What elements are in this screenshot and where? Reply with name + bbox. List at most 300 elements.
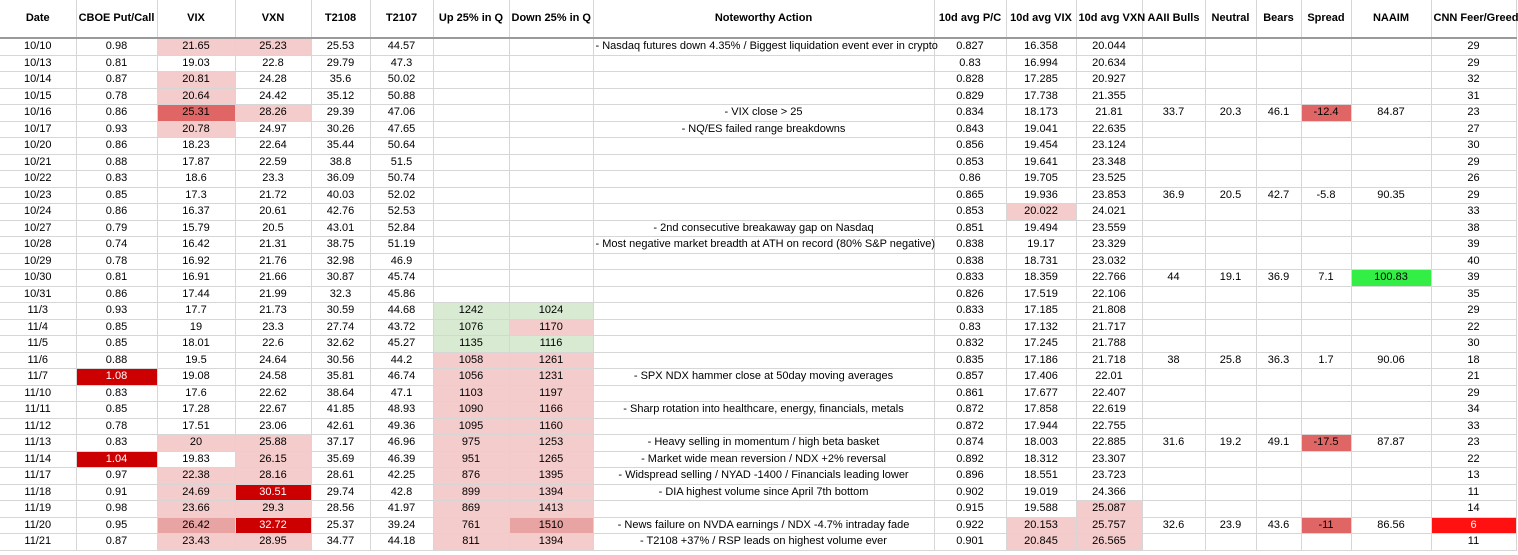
cell-10d-avg-pc[interactable]: 0.833 (934, 270, 1006, 287)
cell-spread[interactable] (1301, 336, 1351, 353)
cell-vix[interactable]: 16.92 (157, 253, 235, 270)
cell-bears[interactable] (1256, 121, 1301, 138)
cell-neutral[interactable] (1205, 55, 1256, 72)
cell-date[interactable]: 11/5 (0, 336, 76, 353)
cell-bears[interactable] (1256, 336, 1301, 353)
cell-up-25-in-q[interactable]: 761 (433, 517, 509, 534)
cell-vix[interactable]: 19.5 (157, 352, 235, 369)
cell-aaii-bulls[interactable] (1142, 220, 1205, 237)
cell-bears[interactable] (1256, 501, 1301, 518)
cell-spread[interactable] (1301, 138, 1351, 155)
cell-10d-avg-pc[interactable]: 0.896 (934, 468, 1006, 485)
cell-aaii-bulls[interactable] (1142, 369, 1205, 386)
cell-neutral[interactable]: 20.5 (1205, 187, 1256, 204)
cell-10d-avg-vxn[interactable]: 23.348 (1076, 154, 1142, 171)
cell-down-25-in-q[interactable] (509, 220, 593, 237)
cell-10d-avg-vxn[interactable]: 22.766 (1076, 270, 1142, 287)
cell-10d-avg-vix[interactable]: 20.845 (1006, 534, 1076, 551)
cell-up-25-in-q[interactable] (433, 171, 509, 188)
cell-naaim[interactable]: 100.83 (1351, 270, 1431, 287)
cell-neutral[interactable] (1205, 336, 1256, 353)
cell-neutral[interactable] (1205, 468, 1256, 485)
cell-spread[interactable] (1301, 468, 1351, 485)
cell-10d-avg-pc[interactable]: 0.83 (934, 319, 1006, 336)
cell-vxn[interactable]: 20.61 (235, 204, 311, 221)
cell-10d-avg-vxn[interactable]: 21.808 (1076, 303, 1142, 320)
cell-10d-avg-vix[interactable]: 19.454 (1006, 138, 1076, 155)
cell-naaim[interactable] (1351, 171, 1431, 188)
cell-down-25-in-q[interactable]: 1394 (509, 534, 593, 551)
cell-10d-avg-pc[interactable]: 0.861 (934, 385, 1006, 402)
cell-cboe-put-call[interactable]: 0.74 (76, 237, 157, 254)
cell-spread[interactable]: -5.8 (1301, 187, 1351, 204)
cell-naaim[interactable] (1351, 385, 1431, 402)
cell-10d-avg-vxn[interactable]: 23.124 (1076, 138, 1142, 155)
header-10d-avg-pc[interactable]: 10d avg P/C (934, 0, 1006, 38)
cell-down-25-in-q[interactable] (509, 38, 593, 55)
cell-vix[interactable]: 16.37 (157, 204, 235, 221)
cell-aaii-bulls[interactable] (1142, 451, 1205, 468)
cell-cboe-put-call[interactable]: 0.87 (76, 534, 157, 551)
cell-t2107[interactable]: 42.8 (370, 484, 433, 501)
cell-vix[interactable]: 23.43 (157, 534, 235, 551)
cell-cnn-fear-greed[interactable]: 29 (1431, 303, 1516, 320)
cell-aaii-bulls[interactable] (1142, 534, 1205, 551)
cell-t2108[interactable]: 28.61 (311, 468, 370, 485)
cell-spread[interactable] (1301, 385, 1351, 402)
cell-down-25-in-q[interactable]: 1116 (509, 336, 593, 353)
cell-cnn-fear-greed[interactable]: 31 (1431, 88, 1516, 105)
cell-cnn-fear-greed[interactable]: 18 (1431, 352, 1516, 369)
cell-naaim[interactable] (1351, 303, 1431, 320)
cell-cnn-fear-greed[interactable]: 29 (1431, 187, 1516, 204)
cell-vix[interactable]: 25.31 (157, 105, 235, 122)
cell-down-25-in-q[interactable] (509, 72, 593, 89)
cell-t2108[interactable]: 29.39 (311, 105, 370, 122)
cell-up-25-in-q[interactable] (433, 253, 509, 270)
cell-cnn-fear-greed[interactable]: 23 (1431, 435, 1516, 452)
cell-neutral[interactable]: 19.1 (1205, 270, 1256, 287)
cell-vix[interactable]: 20.64 (157, 88, 235, 105)
cell-cboe-put-call[interactable]: 0.87 (76, 72, 157, 89)
cell-aaii-bulls[interactable] (1142, 484, 1205, 501)
cell-10d-avg-pc[interactable]: 0.922 (934, 517, 1006, 534)
cell-10d-avg-vix[interactable]: 20.022 (1006, 204, 1076, 221)
cell-t2108[interactable]: 25.37 (311, 517, 370, 534)
cell-10d-avg-pc[interactable]: 0.838 (934, 237, 1006, 254)
cell-down-25-in-q[interactable]: 1197 (509, 385, 593, 402)
cell-vix[interactable]: 22.38 (157, 468, 235, 485)
cell-bears[interactable] (1256, 534, 1301, 551)
cell-vix[interactable]: 20.81 (157, 72, 235, 89)
cell-t2107[interactable]: 50.02 (370, 72, 433, 89)
cell-vxn[interactable]: 29.3 (235, 501, 311, 518)
cell-noteworthy-action[interactable] (593, 501, 934, 518)
cell-cnn-fear-greed[interactable]: 30 (1431, 138, 1516, 155)
cell-naaim[interactable] (1351, 468, 1431, 485)
cell-date[interactable]: 10/15 (0, 88, 76, 105)
cell-10d-avg-pc[interactable]: 0.853 (934, 204, 1006, 221)
cell-cnn-fear-greed[interactable]: 11 (1431, 534, 1516, 551)
cell-cnn-fear-greed[interactable]: 35 (1431, 286, 1516, 303)
cell-vix[interactable]: 19.08 (157, 369, 235, 386)
cell-bears[interactable] (1256, 88, 1301, 105)
cell-t2107[interactable]: 51.19 (370, 237, 433, 254)
cell-aaii-bulls[interactable] (1142, 237, 1205, 254)
cell-aaii-bulls[interactable]: 31.6 (1142, 435, 1205, 452)
cell-neutral[interactable] (1205, 138, 1256, 155)
cell-10d-avg-vix[interactable]: 19.705 (1006, 171, 1076, 188)
cell-10d-avg-vix[interactable]: 17.186 (1006, 352, 1076, 369)
cell-t2107[interactable]: 44.2 (370, 352, 433, 369)
cell-bears[interactable]: 43.6 (1256, 517, 1301, 534)
cell-vxn[interactable]: 21.72 (235, 187, 311, 204)
cell-t2108[interactable]: 35.69 (311, 451, 370, 468)
cell-vxn[interactable]: 22.67 (235, 402, 311, 419)
cell-10d-avg-pc[interactable]: 0.856 (934, 138, 1006, 155)
cell-cboe-put-call[interactable]: 0.81 (76, 270, 157, 287)
cell-neutral[interactable] (1205, 303, 1256, 320)
header-naaim[interactable]: NAAIM (1351, 0, 1431, 38)
cell-spread[interactable] (1301, 171, 1351, 188)
cell-noteworthy-action[interactable] (593, 303, 934, 320)
cell-cboe-put-call[interactable]: 0.78 (76, 253, 157, 270)
cell-down-25-in-q[interactable]: 1395 (509, 468, 593, 485)
cell-naaim[interactable] (1351, 72, 1431, 89)
cell-spread[interactable]: 7.1 (1301, 270, 1351, 287)
cell-spread[interactable] (1301, 484, 1351, 501)
cell-t2108[interactable]: 28.56 (311, 501, 370, 518)
cell-noteworthy-action[interactable] (593, 138, 934, 155)
cell-neutral[interactable] (1205, 501, 1256, 518)
cell-down-25-in-q[interactable]: 1166 (509, 402, 593, 419)
cell-down-25-in-q[interactable] (509, 55, 593, 72)
cell-date[interactable]: 10/21 (0, 154, 76, 171)
cell-down-25-in-q[interactable]: 1261 (509, 352, 593, 369)
cell-10d-avg-vix[interactable]: 17.285 (1006, 72, 1076, 89)
cell-date[interactable]: 11/18 (0, 484, 76, 501)
cell-cboe-put-call[interactable]: 1.08 (76, 369, 157, 386)
cell-up-25-in-q[interactable]: 1103 (433, 385, 509, 402)
cell-down-25-in-q[interactable] (509, 286, 593, 303)
cell-neutral[interactable] (1205, 88, 1256, 105)
cell-vxn[interactable]: 21.31 (235, 237, 311, 254)
cell-vxn[interactable]: 24.64 (235, 352, 311, 369)
cell-t2107[interactable]: 49.36 (370, 418, 433, 435)
cell-vxn[interactable]: 20.5 (235, 220, 311, 237)
cell-date[interactable]: 11/19 (0, 501, 76, 518)
cell-aaii-bulls[interactable] (1142, 204, 1205, 221)
cell-noteworthy-action[interactable] (593, 385, 934, 402)
cell-cboe-put-call[interactable]: 0.78 (76, 88, 157, 105)
cell-neutral[interactable] (1205, 253, 1256, 270)
cell-neutral[interactable] (1205, 220, 1256, 237)
cell-10d-avg-pc[interactable]: 0.833 (934, 303, 1006, 320)
cell-cboe-put-call[interactable]: 1.04 (76, 451, 157, 468)
cell-t2108[interactable]: 38.8 (311, 154, 370, 171)
cell-bears[interactable] (1256, 72, 1301, 89)
cell-cboe-put-call[interactable]: 0.85 (76, 187, 157, 204)
cell-cboe-put-call[interactable]: 0.86 (76, 138, 157, 155)
cell-t2108[interactable]: 29.74 (311, 484, 370, 501)
cell-date[interactable]: 10/29 (0, 253, 76, 270)
cell-vxn[interactable]: 32.72 (235, 517, 311, 534)
cell-neutral[interactable]: 20.3 (1205, 105, 1256, 122)
cell-up-25-in-q[interactable] (433, 187, 509, 204)
cell-up-25-in-q[interactable]: 951 (433, 451, 509, 468)
cell-down-25-in-q[interactable] (509, 154, 593, 171)
cell-naaim[interactable] (1351, 220, 1431, 237)
cell-10d-avg-vix[interactable]: 18.731 (1006, 253, 1076, 270)
cell-bears[interactable] (1256, 484, 1301, 501)
cell-vix[interactable]: 18.6 (157, 171, 235, 188)
cell-cboe-put-call[interactable]: 0.95 (76, 517, 157, 534)
cell-10d-avg-vxn[interactable]: 21.718 (1076, 352, 1142, 369)
cell-up-25-in-q[interactable] (433, 220, 509, 237)
cell-cboe-put-call[interactable]: 0.97 (76, 468, 157, 485)
cell-t2107[interactable]: 46.74 (370, 369, 433, 386)
cell-noteworthy-action[interactable] (593, 204, 934, 221)
cell-neutral[interactable]: 23.9 (1205, 517, 1256, 534)
cell-t2107[interactable]: 52.02 (370, 187, 433, 204)
cell-neutral[interactable] (1205, 369, 1256, 386)
cell-neutral[interactable] (1205, 484, 1256, 501)
cell-t2108[interactable]: 30.59 (311, 303, 370, 320)
cell-up-25-in-q[interactable] (433, 72, 509, 89)
cell-up-25-in-q[interactable]: 811 (433, 534, 509, 551)
cell-naaim[interactable] (1351, 286, 1431, 303)
cell-10d-avg-vxn[interactable]: 23.853 (1076, 187, 1142, 204)
cell-date[interactable]: 11/20 (0, 517, 76, 534)
cell-vix[interactable]: 18.23 (157, 138, 235, 155)
cell-vix[interactable]: 19 (157, 319, 235, 336)
cell-t2108[interactable]: 25.53 (311, 38, 370, 55)
cell-t2108[interactable]: 30.87 (311, 270, 370, 287)
cell-cboe-put-call[interactable]: 0.91 (76, 484, 157, 501)
cell-aaii-bulls[interactable] (1142, 336, 1205, 353)
cell-vix[interactable]: 17.51 (157, 418, 235, 435)
cell-10d-avg-vix[interactable]: 19.041 (1006, 121, 1076, 138)
cell-cboe-put-call[interactable]: 0.88 (76, 352, 157, 369)
cell-up-25-in-q[interactable]: 876 (433, 468, 509, 485)
cell-aaii-bulls[interactable] (1142, 253, 1205, 270)
cell-10d-avg-vxn[interactable]: 22.635 (1076, 121, 1142, 138)
cell-t2107[interactable]: 50.74 (370, 171, 433, 188)
cell-cnn-fear-greed[interactable]: 29 (1431, 154, 1516, 171)
cell-t2107[interactable]: 44.57 (370, 38, 433, 55)
cell-down-25-in-q[interactable]: 1170 (509, 319, 593, 336)
cell-10d-avg-pc[interactable]: 0.872 (934, 418, 1006, 435)
cell-10d-avg-vix[interactable]: 17.738 (1006, 88, 1076, 105)
cell-up-25-in-q[interactable]: 1056 (433, 369, 509, 386)
cell-10d-avg-pc[interactable]: 0.857 (934, 369, 1006, 386)
cell-vxn[interactable]: 23.3 (235, 319, 311, 336)
cell-noteworthy-action[interactable]: - NQ/ES failed range breakdowns (593, 121, 934, 138)
cell-10d-avg-vxn[interactable]: 23.559 (1076, 220, 1142, 237)
cell-t2107[interactable]: 43.72 (370, 319, 433, 336)
cell-10d-avg-vxn[interactable]: 22.01 (1076, 369, 1142, 386)
cell-vix[interactable]: 24.69 (157, 484, 235, 501)
cell-aaii-bulls[interactable] (1142, 418, 1205, 435)
cell-vix[interactable]: 17.28 (157, 402, 235, 419)
cell-10d-avg-vix[interactable]: 17.858 (1006, 402, 1076, 419)
cell-10d-avg-vxn[interactable]: 23.032 (1076, 253, 1142, 270)
cell-vix[interactable]: 19.83 (157, 451, 235, 468)
cell-10d-avg-vxn[interactable]: 21.717 (1076, 319, 1142, 336)
cell-aaii-bulls[interactable]: 33.7 (1142, 105, 1205, 122)
cell-10d-avg-vix[interactable]: 20.153 (1006, 517, 1076, 534)
cell-date[interactable]: 10/30 (0, 270, 76, 287)
cell-down-25-in-q[interactable]: 1231 (509, 369, 593, 386)
cell-10d-avg-pc[interactable]: 0.865 (934, 187, 1006, 204)
cell-spread[interactable]: -17.5 (1301, 435, 1351, 452)
cell-vxn[interactable]: 21.76 (235, 253, 311, 270)
cell-vix[interactable]: 21.65 (157, 38, 235, 55)
cell-naaim[interactable]: 90.35 (1351, 187, 1431, 204)
cell-up-25-in-q[interactable]: 1242 (433, 303, 509, 320)
cell-neutral[interactable] (1205, 286, 1256, 303)
cell-bears[interactable] (1256, 418, 1301, 435)
cell-noteworthy-action[interactable]: - DIA highest volume since April 7th bottom (593, 484, 934, 501)
cell-10d-avg-pc[interactable]: 0.827 (934, 38, 1006, 55)
cell-aaii-bulls[interactable] (1142, 286, 1205, 303)
cell-10d-avg-vix[interactable]: 17.677 (1006, 385, 1076, 402)
cell-bears[interactable] (1256, 253, 1301, 270)
cell-naaim[interactable] (1351, 501, 1431, 518)
cell-down-25-in-q[interactable]: 1265 (509, 451, 593, 468)
cell-date[interactable]: 10/27 (0, 220, 76, 237)
cell-vxn[interactable]: 22.8 (235, 55, 311, 72)
cell-vix[interactable]: 15.79 (157, 220, 235, 237)
cell-aaii-bulls[interactable]: 32.6 (1142, 517, 1205, 534)
cell-cnn-fear-greed[interactable]: 34 (1431, 402, 1516, 419)
cell-naaim[interactable] (1351, 237, 1431, 254)
cell-down-25-in-q[interactable]: 1510 (509, 517, 593, 534)
cell-t2108[interactable]: 32.62 (311, 336, 370, 353)
header-t2107[interactable]: T2107 (370, 0, 433, 38)
cell-10d-avg-vxn[interactable]: 21.355 (1076, 88, 1142, 105)
cell-aaii-bulls[interactable] (1142, 171, 1205, 188)
cell-spread[interactable] (1301, 253, 1351, 270)
cell-down-25-in-q[interactable] (509, 88, 593, 105)
cell-t2108[interactable]: 38.75 (311, 237, 370, 254)
cell-10d-avg-pc[interactable]: 0.843 (934, 121, 1006, 138)
cell-10d-avg-vxn[interactable]: 23.307 (1076, 451, 1142, 468)
cell-t2107[interactable]: 47.1 (370, 385, 433, 402)
cell-noteworthy-action[interactable] (593, 55, 934, 72)
cell-spread[interactable] (1301, 402, 1351, 419)
cell-neutral[interactable]: 19.2 (1205, 435, 1256, 452)
cell-vix[interactable]: 18.01 (157, 336, 235, 353)
cell-vxn[interactable]: 28.16 (235, 468, 311, 485)
cell-spread[interactable] (1301, 220, 1351, 237)
cell-spread[interactable] (1301, 303, 1351, 320)
header-cnn-fear-greed[interactable]: CNN Feer/Greed (1431, 0, 1516, 38)
cell-neutral[interactable] (1205, 534, 1256, 551)
cell-date[interactable]: 10/14 (0, 72, 76, 89)
cell-up-25-in-q[interactable] (433, 204, 509, 221)
cell-date[interactable]: 11/12 (0, 418, 76, 435)
header-vix[interactable]: VIX (157, 0, 235, 38)
cell-up-25-in-q[interactable]: 975 (433, 435, 509, 452)
cell-t2107[interactable]: 44.68 (370, 303, 433, 320)
cell-cnn-fear-greed[interactable]: 40 (1431, 253, 1516, 270)
cell-bears[interactable]: 36.3 (1256, 352, 1301, 369)
cell-date[interactable]: 10/24 (0, 204, 76, 221)
cell-10d-avg-vxn[interactable]: 22.619 (1076, 402, 1142, 419)
cell-10d-avg-vix[interactable]: 18.551 (1006, 468, 1076, 485)
cell-date[interactable]: 10/20 (0, 138, 76, 155)
cell-up-25-in-q[interactable]: 1095 (433, 418, 509, 435)
cell-10d-avg-pc[interactable]: 0.892 (934, 451, 1006, 468)
cell-noteworthy-action[interactable] (593, 88, 934, 105)
header-t2108[interactable]: T2108 (311, 0, 370, 38)
cell-down-25-in-q[interactable]: 1394 (509, 484, 593, 501)
cell-naaim[interactable] (1351, 369, 1431, 386)
cell-bears[interactable] (1256, 237, 1301, 254)
cell-naaim[interactable] (1351, 451, 1431, 468)
cell-date[interactable]: 11/17 (0, 468, 76, 485)
cell-cnn-fear-greed[interactable]: 6 (1431, 517, 1516, 534)
cell-up-25-in-q[interactable] (433, 38, 509, 55)
header-up-25-in-q[interactable]: Up 25% in Q (433, 0, 509, 38)
cell-naaim[interactable] (1351, 88, 1431, 105)
cell-vxn[interactable]: 24.28 (235, 72, 311, 89)
cell-cboe-put-call[interactable]: 0.85 (76, 336, 157, 353)
cell-t2107[interactable]: 52.84 (370, 220, 433, 237)
header-down-25-in-q[interactable]: Down 25% in Q (509, 0, 593, 38)
cell-noteworthy-action[interactable] (593, 253, 934, 270)
cell-10d-avg-pc[interactable]: 0.872 (934, 402, 1006, 419)
header-bears[interactable]: Bears (1256, 0, 1301, 38)
cell-bears[interactable] (1256, 154, 1301, 171)
cell-vix[interactable]: 17.3 (157, 187, 235, 204)
cell-bears[interactable]: 36.9 (1256, 270, 1301, 287)
cell-neutral[interactable] (1205, 385, 1256, 402)
cell-vxn[interactable]: 30.51 (235, 484, 311, 501)
cell-down-25-in-q[interactable] (509, 105, 593, 122)
cell-noteworthy-action[interactable]: - VIX close > 25 (593, 105, 934, 122)
cell-spread[interactable] (1301, 38, 1351, 55)
cell-vxn[interactable]: 25.88 (235, 435, 311, 452)
cell-date[interactable]: 11/4 (0, 319, 76, 336)
cell-spread[interactable]: 1.7 (1301, 352, 1351, 369)
cell-bears[interactable]: 46.1 (1256, 105, 1301, 122)
cell-noteworthy-action[interactable] (593, 187, 934, 204)
cell-10d-avg-vxn[interactable]: 22.885 (1076, 435, 1142, 452)
cell-spread[interactable] (1301, 121, 1351, 138)
cell-date[interactable]: 11/13 (0, 435, 76, 452)
cell-neutral[interactable] (1205, 319, 1256, 336)
cell-t2108[interactable]: 27.74 (311, 319, 370, 336)
cell-spread[interactable] (1301, 237, 1351, 254)
cell-cnn-fear-greed[interactable]: 14 (1431, 501, 1516, 518)
cell-naaim[interactable] (1351, 534, 1431, 551)
cell-spread[interactable] (1301, 369, 1351, 386)
cell-vix[interactable]: 16.42 (157, 237, 235, 254)
cell-down-25-in-q[interactable] (509, 138, 593, 155)
cell-naaim[interactable] (1351, 319, 1431, 336)
cell-noteworthy-action[interactable]: - Most negative market breadth at ATH on record (80% S&P negative) (593, 237, 934, 254)
cell-10d-avg-vix[interactable]: 18.003 (1006, 435, 1076, 452)
cell-aaii-bulls[interactable] (1142, 402, 1205, 419)
cell-aaii-bulls[interactable]: 38 (1142, 352, 1205, 369)
cell-vxn[interactable]: 22.59 (235, 154, 311, 171)
cell-t2108[interactable]: 37.17 (311, 435, 370, 452)
cell-naaim[interactable] (1351, 484, 1431, 501)
cell-down-25-in-q[interactable] (509, 270, 593, 287)
header-date[interactable]: Date (0, 0, 76, 38)
